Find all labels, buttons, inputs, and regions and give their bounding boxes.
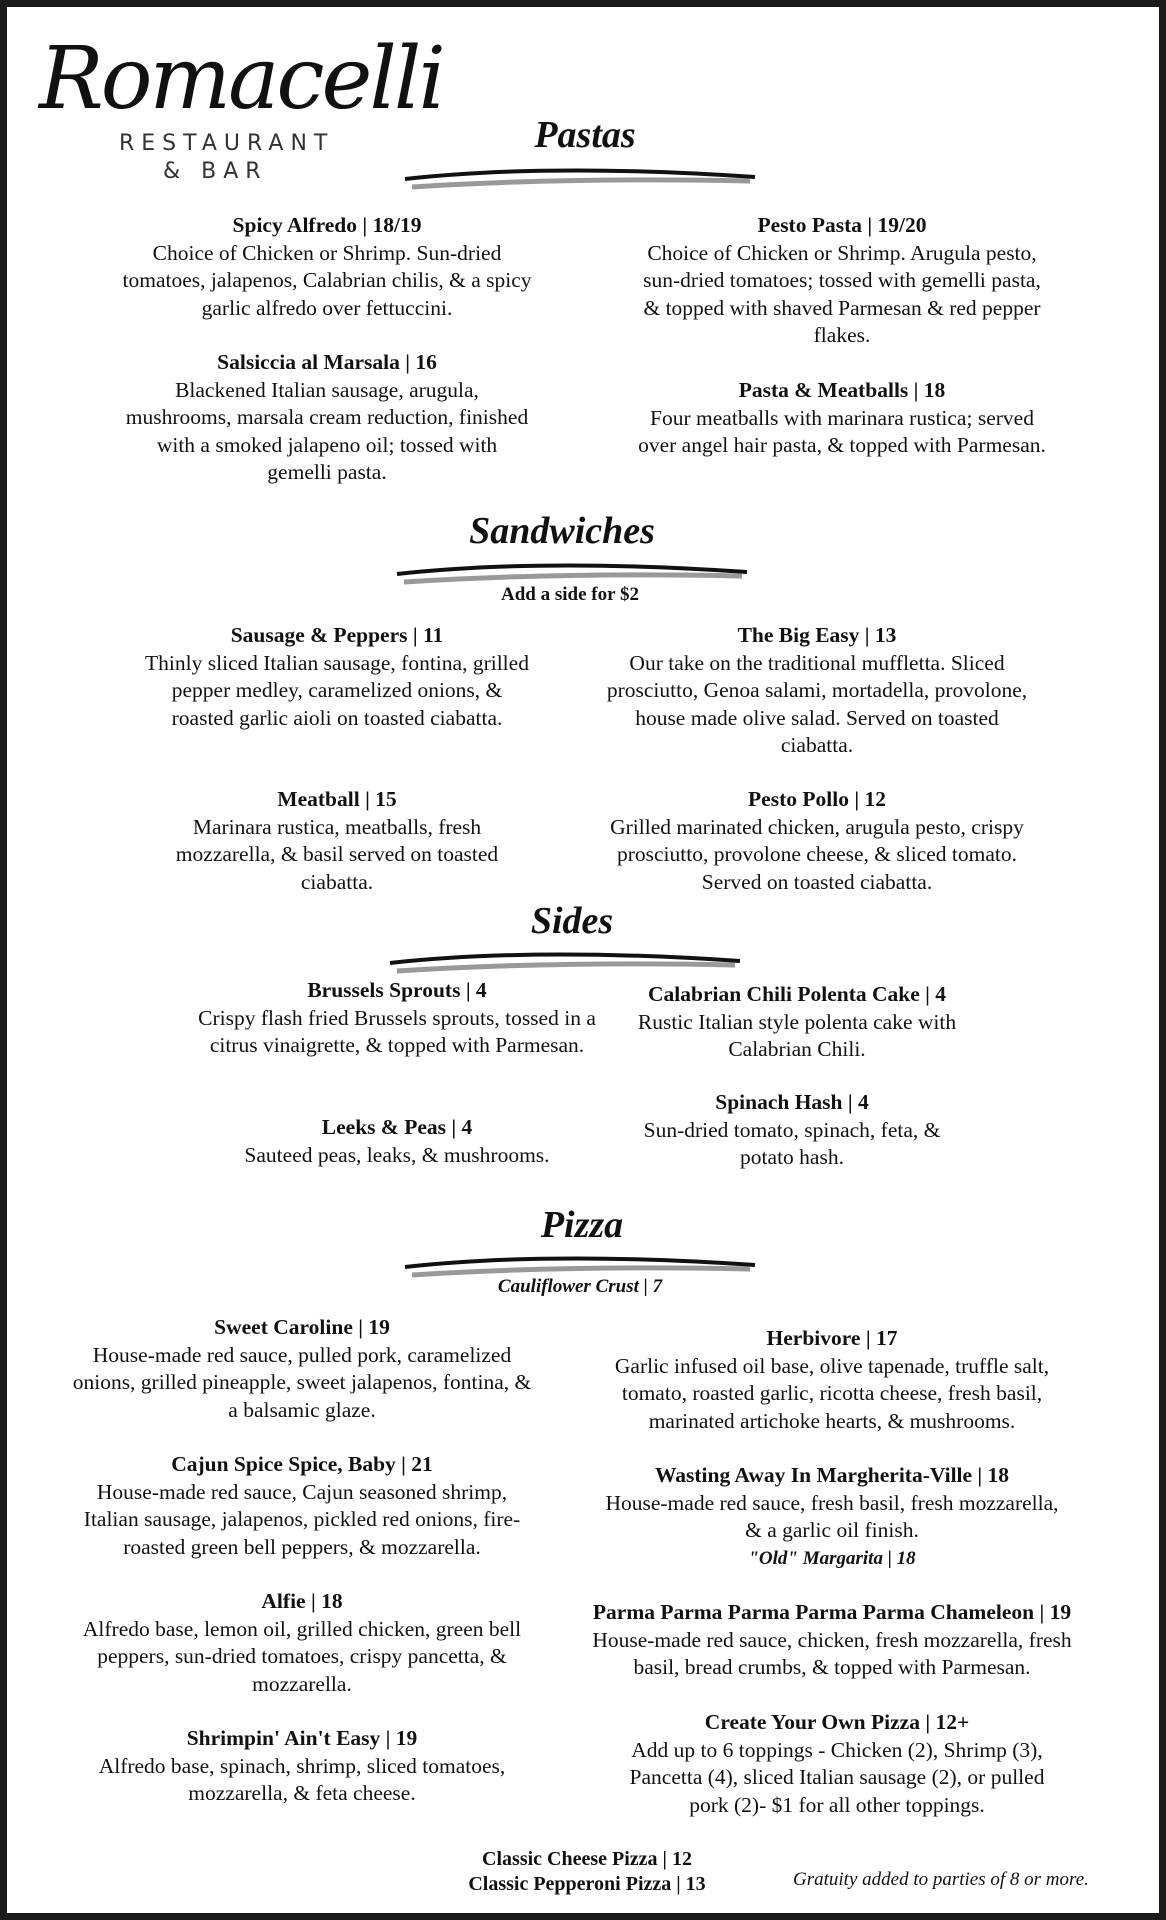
logo-line-restaurant: RESTAURANT bbox=[119, 131, 335, 156]
classic-pizzas bbox=[427, 1847, 747, 1897]
swoosh-divider-icon bbox=[385, 941, 745, 977]
item-description: Rustic Italian style polenta cake with Calabrian Chili. bbox=[637, 1009, 957, 1061]
item-description: Alfredo base, lemon oil, grilled chicken, green bell peppers, sun-dried tomatoes, crispy pancetta, & mozzarella. bbox=[82, 1616, 522, 1696]
item-description: Sun-dried tomato, spinach, feta, & potato hash. bbox=[643, 1117, 941, 1169]
item-name: Leeks & Peas | 4 bbox=[321, 1115, 473, 1139]
item-description: Grilled marinated chicken, arugula pesto, crispy prosciutto, provolone cheese, & sliced tomato. Served on toasted ciabatta. bbox=[610, 814, 1024, 894]
item-variant: "Old" Margarita | 18 bbox=[748, 1547, 916, 1569]
menu-page bbox=[7, 7, 1159, 1913]
item-description: House-made red sauce, chicken, fresh mozzarella, fresh basil, bread crumbs, & topped with Parmesan. bbox=[592, 1627, 1072, 1679]
menu-item bbox=[187, 977, 607, 1060]
item-description: Crispy flash fried Brussels sprouts, tossed in a citrus vinaigrette, & topped with Parmesan. bbox=[198, 1005, 596, 1057]
restaurant-logo bbox=[35, 29, 443, 199]
item-description: Choice of Chicken or Shrimp. Arugula pesto, sun-dried tomatoes; tossed with gemelli pasta, & topped with shaved Parmesan & red pepper flakes. bbox=[643, 240, 1041, 347]
menu-item bbox=[607, 1325, 1057, 1435]
item-name: Alfie | 18 bbox=[261, 1589, 343, 1613]
item-name: Pesto Pollo | 12 bbox=[748, 787, 886, 811]
item-description: Thinly sliced Italian sausage, fontina, grilled pepper medley, caramelized onions, & roasted garlic aioli on toasted ciabatta. bbox=[145, 650, 529, 730]
item-description: House-made red sauce, Cajun seasoned shrimp, Italian sausage, jalapenos, pickled red onions, fire-roasted green bell peppers, & mozzarella. bbox=[83, 1479, 521, 1559]
menu-item bbox=[632, 377, 1052, 460]
menu-item bbox=[602, 622, 1032, 760]
menu-item bbox=[617, 1709, 1057, 1819]
pizza-note: Cauliflower Crust | 7 bbox=[497, 1276, 663, 1297]
logo-script: Romacelli bbox=[39, 29, 443, 129]
item-name: Pasta & Meatballs | 18 bbox=[738, 378, 946, 402]
item-description: Alfredo base, spinach, shrimp, sliced tomatoes, mozzarella, & feta cheese. bbox=[98, 1753, 506, 1805]
item-description: Sauteed peas, leaks, & mushrooms. bbox=[244, 1142, 550, 1167]
menu-item bbox=[122, 212, 532, 322]
section-title-pizza: Pizza bbox=[540, 1204, 624, 1246]
swoosh-divider-icon bbox=[400, 157, 760, 193]
item-description: Marinara rustica, meatballs, fresh mozzarella, & basil served on toasted ciabatta. bbox=[175, 814, 499, 894]
section-title-sandwiches: Sandwiches bbox=[469, 510, 655, 552]
item-name: Shrimpin' Ain't Easy | 19 bbox=[186, 1726, 418, 1750]
item-description: Add up to 6 toppings - Chicken (2), Shrimp (3), Pancetta (4), sliced Italian sausage (2), or pulled pork (2)- $1 for all other toppings. bbox=[629, 1737, 1045, 1817]
menu-item bbox=[622, 981, 972, 1064]
item-name: Sausage & Peppers | 11 bbox=[230, 623, 444, 647]
item-name: The Big Easy | 13 bbox=[737, 623, 897, 647]
menu-item bbox=[82, 1588, 522, 1698]
item-name: Pesto Pasta | 19/20 bbox=[757, 213, 927, 237]
menu-item bbox=[147, 786, 527, 896]
item-description: Our take on the traditional muffletta. Sliced prosciutto, Genoa salami, mortadella, provolone, house made olive salad. Served on toasted ciabatta. bbox=[606, 650, 1028, 757]
menu-item bbox=[142, 622, 532, 732]
swoosh-divider-icon bbox=[392, 552, 752, 588]
item-description: Garlic infused oil base, olive tapenade, truffle salt, tomato, roasted garlic, ricotta cheese, fresh basil, marinated artichoke hearts, & mushrooms. bbox=[614, 1353, 1050, 1433]
item-name: Herbivore | 17 bbox=[766, 1326, 898, 1350]
item-name: Spinach Hash | 4 bbox=[715, 1090, 869, 1114]
menu-item bbox=[602, 786, 1032, 896]
item-name: Calabrian Chili Polenta Cake | 4 bbox=[648, 982, 946, 1006]
item-name: Brussels Sprouts | 4 bbox=[307, 978, 487, 1002]
classic-pepperoni-pizza: Classic Pepperoni Pizza | 13 bbox=[468, 1873, 706, 1895]
menu-item bbox=[82, 1725, 522, 1808]
menu-item bbox=[637, 1089, 947, 1172]
item-description: Choice of Chicken or Shrimp. Sun-dried tomatoes, jalapenos, Calabrian chilis, & a spicy garlic alfredo over fettuccini. bbox=[122, 240, 532, 320]
item-name: Spicy Alfredo | 18/19 bbox=[232, 213, 422, 237]
section-title-sides: Sides bbox=[530, 900, 614, 942]
logo-line-bar: & BAR bbox=[163, 159, 268, 184]
item-description: House-made red sauce, fresh basil, fresh mozzarella, & a garlic oil finish. bbox=[605, 1490, 1059, 1542]
item-name: Wasting Away In Margherita-Ville | 18 bbox=[654, 1463, 1010, 1487]
menu-item bbox=[72, 1451, 532, 1561]
classic-cheese-pizza: Classic Cheese Pizza | 12 bbox=[482, 1848, 692, 1870]
item-description: House-made red sauce, pulled pork, caramelized onions, grilled pineapple, sweet jalapenos, fontina, & a balsamic glaze. bbox=[72, 1342, 532, 1422]
item-name: Parma Parma Parma Parma Parma Chameleon | 19 bbox=[592, 1600, 1072, 1624]
item-description: Four meatballs with marinara rustica; served over angel hair pasta, & topped with Parmesan. bbox=[638, 405, 1046, 457]
menu-item bbox=[592, 1599, 1072, 1682]
menu-item bbox=[122, 349, 532, 487]
menu-item bbox=[637, 212, 1047, 350]
item-name: Salsiccia al Marsala | 16 bbox=[217, 350, 437, 374]
item-name: Sweet Caroline | 19 bbox=[214, 1315, 390, 1339]
menu-item bbox=[602, 1462, 1062, 1572]
gratuity-note: Gratuity added to parties of 8 or more. bbox=[793, 1869, 1089, 1890]
item-description: Blackened Italian sausage, arugula, mushrooms, marsala cream reduction, finished with a smoked jalapeno oil; tossed with gemelli pasta. bbox=[125, 377, 529, 484]
item-name: Cajun Spice Spice, Baby | 21 bbox=[171, 1452, 433, 1476]
menu-item bbox=[72, 1314, 532, 1424]
section-title-pastas: Pastas bbox=[534, 114, 636, 156]
item-name: Meatball | 15 bbox=[277, 787, 397, 811]
menu-item bbox=[207, 1114, 587, 1169]
item-name: Create Your Own Pizza | 12+ bbox=[704, 1710, 970, 1734]
sandwiches-note: Add a side for $2 bbox=[501, 584, 639, 605]
